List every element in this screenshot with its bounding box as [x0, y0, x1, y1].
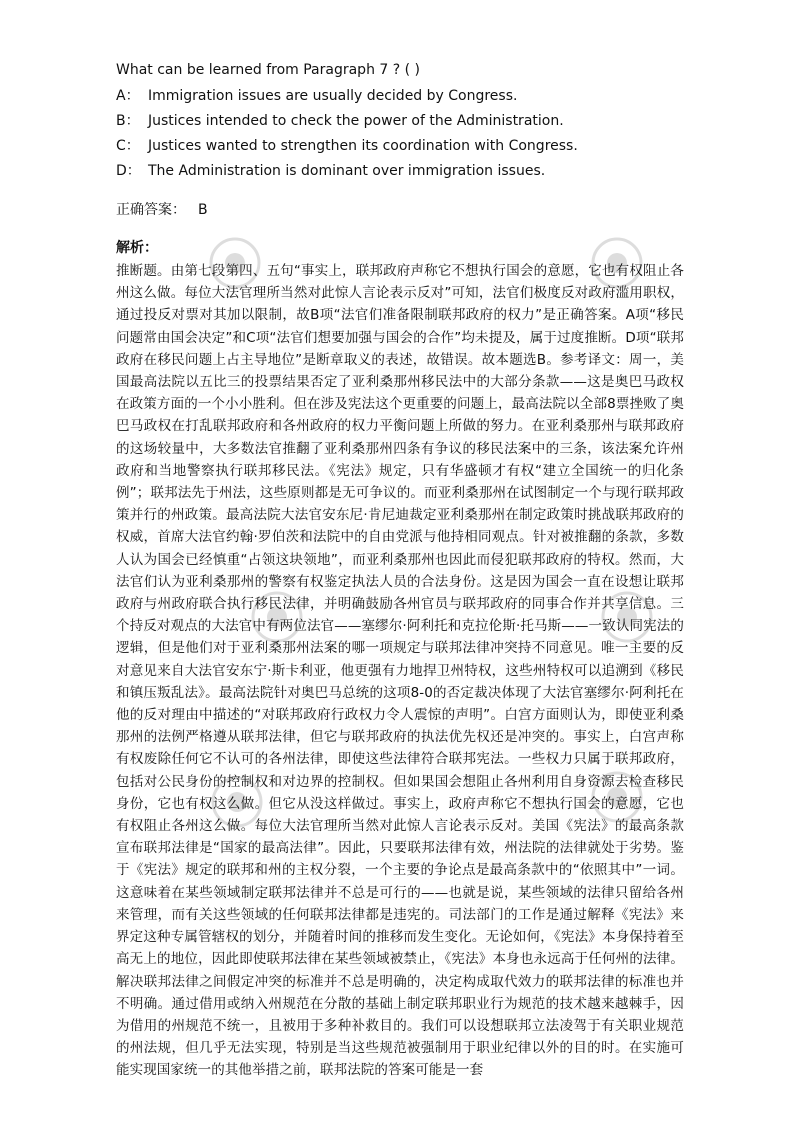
content	[116, 58, 684, 1082]
answer-value: B	[198, 202, 208, 218]
correct-answer	[116, 198, 684, 222]
option-letter: A：	[116, 88, 140, 104]
question-text: What can be learned from Paragraph 7 ? ( )	[116, 62, 421, 78]
option-a	[116, 84, 684, 109]
options-list	[116, 84, 684, 184]
analysis-label: 解析：	[116, 240, 158, 256]
option-text: Immigration issues are usually decided by Congress.	[148, 88, 518, 104]
analysis-text: 推断题。由第七段第四、五句“事实上，联邦政府声称它不想执行国会的意愿，它也有权阻止各州这么做。每位大法官理所当然对此惊人言论表示反对”可知，法官们极度反对政府滥用职权，通过投反对票对其加以限制，故B项“法官们准备限制联邦政府的权力”是正确答案。A项“移民问题常由国会决定”和C项“法官们想要加强与国会的合作”均未提及，属于过度推断。D项“联邦政府在移民问题上占主导地位”是断章取义的表述，故错误。故本题选B。参考译文：周一，美国最高法院以五比三的投票结果否定了亚利桑那州移民法中的大部分条款——这是奥巴马政权在政策方面的一个小小胜利。但在涉及宪法这个更重要的问题上，最高法院以全部8票挫败了奥巴马政权在打乱联邦政府和各州政府的权力平衡问题上所做的努力。在亚利桑那州与联邦政府的这场较量中，大多数法官推翻了亚利桑那州四条有争议的移民法案中的三条，该法案允许州政府和当地警察执行联邦移民法。《宪法》规定，只有华盛顿才有权“建立全国统一的归化条例”；联邦法先于州法，这些原则都是无可争议的。而亚利桑那州在试图制定一个与现行联邦政策并行的州政策。最高法院大法官安东尼·肯尼迪裁定亚利桑那州在制定政策时挑战联邦政府的权威，首席大法官约翰·罗伯茨和法院中的自由党派与他持相同观点。针对被推翻的条款，多数人认为国会已经慎重“占领这块领地”，而亚利桑那州也因此而侵犯联邦政府的特权。然而，大法官们认为亚利桑那州的警察有权鉴定执法人员的合法身份。这是因为国会一直在设想让联邦政府与州政府联合执行移民法律，并明确鼓励各州官员与联邦政府的同事合作并共享信息。三个持反对观点的大法官中有两位法官——塞缪尔·阿利托和克拉伦斯·托马斯——一致认同宪法的逻辑，但是他们对于亚利桑那州法案的哪一项规定与联邦法律冲突持不同意见。唯一主要的反对意见来自大法官安东宁·斯卡利亚，他更强有力地捍卫州特权，这些州特权可以追溯到《移民和镇压叛乱法》。最高法院针对奥巴马总统的这项8-0的否定裁决体现了大法官塞缪尔·阿利托在他的反对理由中描述的“对联邦政府行政权力令人震惊的声明”。白宫方面则认为，即使亚利桑那州的法例严格遵从联邦法律，但它与联邦政府的执法优先权还是冲突的。事实上，白宫声称有权废除任何它不认可的各州法律，即使这些法律符合联邦宪法。一些权力只属于联邦政府，包括对公民身份的控制权和对边界的控制权。但如果国会想阻止各州利用自身资源去检查移民身份，它也有权这么做。但它从没这样做过。事实上，政府声称它不想执行国会的意愿，它也有权阻止各州这么做。每位大法官理所当然对此惊人言论表示反对。美国《宪法》的最高条款宣布联邦法律是“国家的最高法律”。因此，只要联邦法律有效，州法院的法律就处于劣势。鉴于《宪法》规定的联邦和州的主权分裂，一个主要的争论点是最高条款中的“依照其中”一词。这意味着在某些领域制定联邦法律并不总是可行的——也就是说，某些领域的法律只留给各州来管理，而有关这些领域的任何联邦法律都是违宪的。司法部门的工作是通过解释《宪法》来界定这种专属管辖权的划分，并随着时间的推移而发生变化。无论如何，《宪法》本身保持着至高无上的地位，因此即使联邦法律在某些领域被禁止，《宪法》本身也永远高于任何州的法律。解决联邦法律之间假定冲突的标准并不总是明确的，决定构成取代效力的联邦法律的标准也并不明确。通过借用或纳入州规范在分散的基础上制定联邦职业行为规范的技术越来越棘手，因为借用的州规范不统一，且被用于多种补救目的。我们可以设想联邦立法凌驾于有关职业规范的州法规，但几乎无法实现，特别是当这些规范被强制用于职业纪律以外的目的时。在实施可能实现国家统一的其他举措之前，联邦法院的答案可能是一套	[116, 263, 684, 1079]
option-letter: C：	[116, 138, 140, 154]
option-letter: B：	[116, 113, 140, 129]
option-letter: D：	[116, 163, 141, 179]
option-text: Justices wanted to strengthen its coordination with Congress.	[148, 138, 578, 154]
option-text: Justices intended to check the power of the Administration.	[148, 113, 564, 129]
option-c	[116, 134, 684, 159]
option-text: The Administration is dominant over immigration issues.	[148, 163, 546, 179]
option-b	[116, 109, 684, 134]
answer-label: 正确答案：	[116, 202, 186, 218]
option-d	[116, 159, 684, 184]
